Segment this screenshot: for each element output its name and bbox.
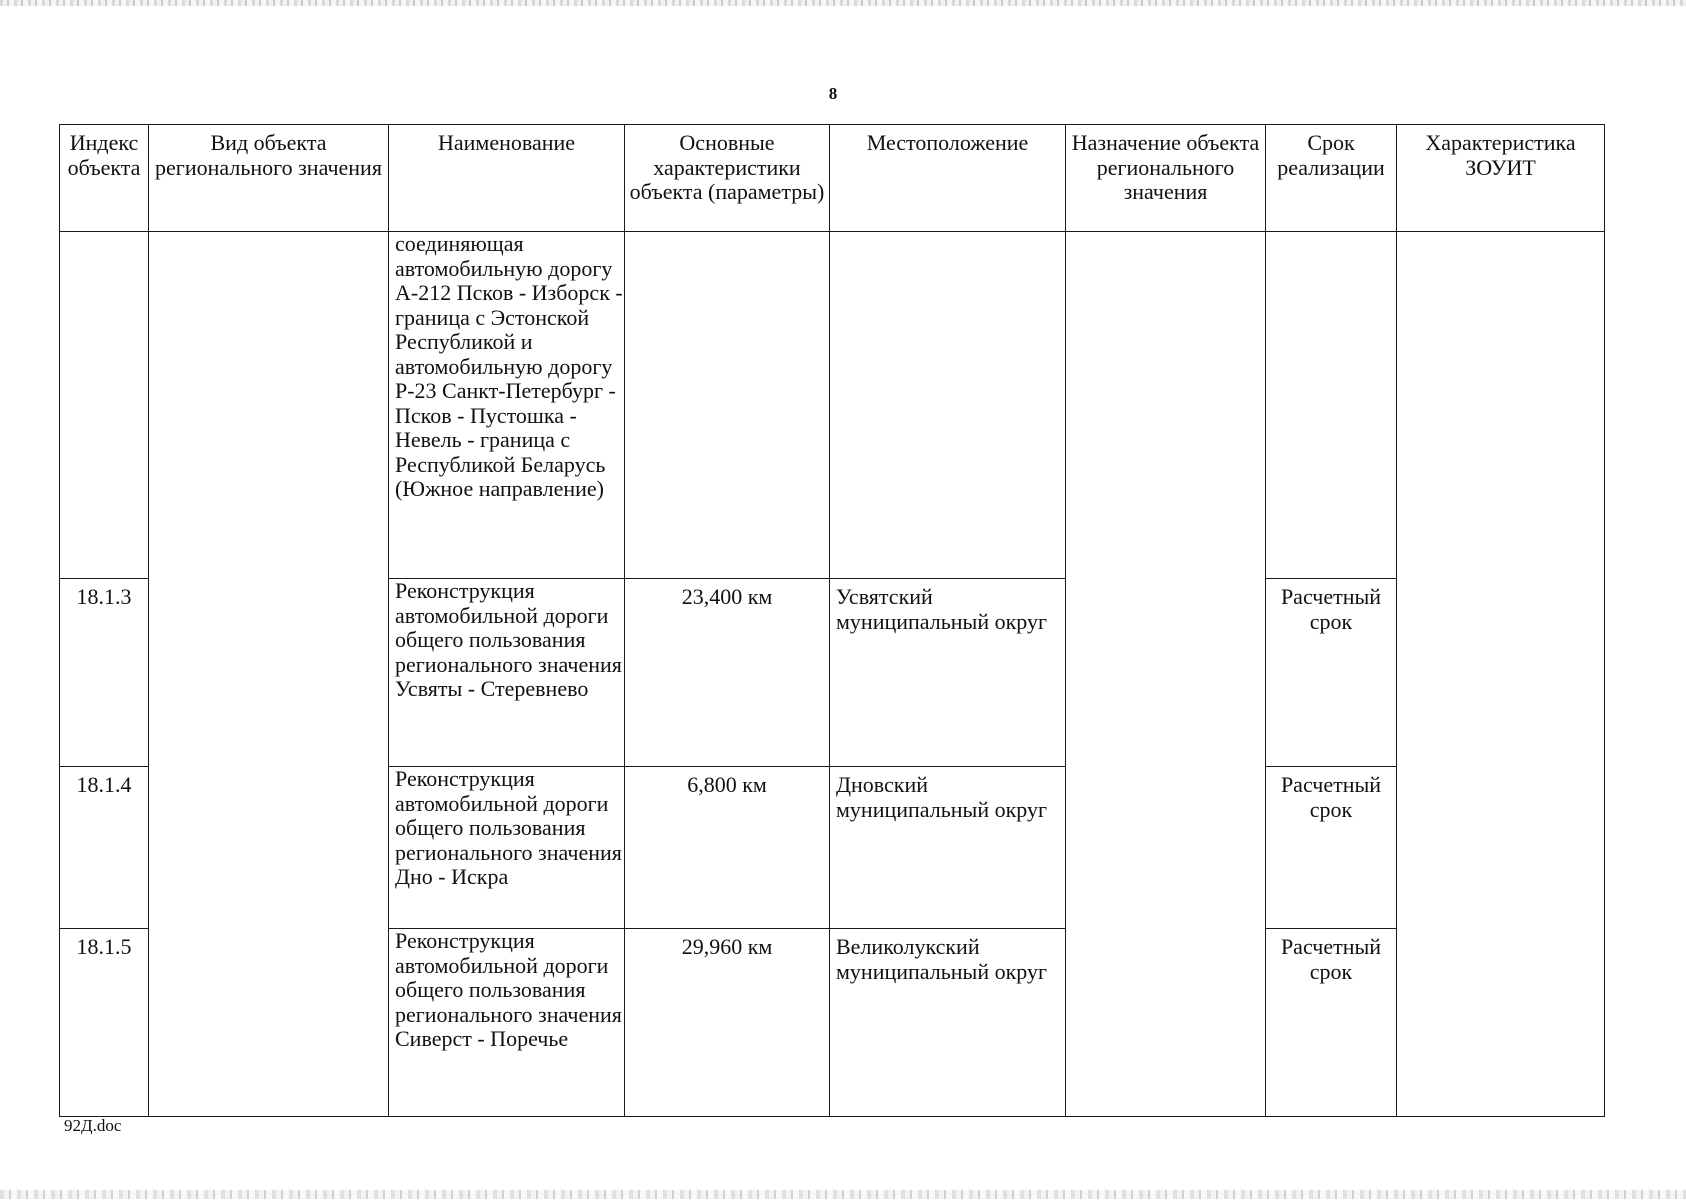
cell-term: Расчетный срок xyxy=(1266,579,1397,767)
header-zouit: Характеристика ЗОУИТ xyxy=(1397,125,1605,232)
cell-zouit-merged xyxy=(1397,232,1605,1117)
cell-name: Реконструкция автомобильной дороги общего пользования регионального значения Сиверст - Поречье xyxy=(389,929,625,1117)
table-header-row xyxy=(60,125,1605,232)
cell-location xyxy=(830,232,1066,579)
cell-term: Расчетный срок xyxy=(1266,929,1397,1117)
footer-filename: 92Д.doc xyxy=(64,1116,122,1135)
objects-table xyxy=(59,124,1605,1117)
table-row-continuation xyxy=(60,232,1605,579)
cell-name: Реконструкция автомобильной дороги общего пользования регионального значения Дно - Искра xyxy=(389,767,625,929)
header-purpose: Назначение объекта регионального значения xyxy=(1066,125,1266,232)
cell-params xyxy=(625,232,830,579)
header-object-type: Вид объекта регионального значения xyxy=(149,125,389,232)
scan-edge-top xyxy=(0,0,1686,6)
cell-index: 18.1.5 xyxy=(60,929,149,1117)
header-parameters: Основные характеристики объекта (параметры) xyxy=(625,125,830,232)
cell-index xyxy=(60,232,149,579)
page-number: 8 xyxy=(828,84,838,103)
header-term: Срок реализации xyxy=(1266,125,1397,232)
header-name: Наименование xyxy=(389,125,625,232)
cell-term: Расчетный срок xyxy=(1266,767,1397,929)
header-location: Местоположение xyxy=(830,125,1066,232)
cell-index: 18.1.4 xyxy=(60,767,149,929)
cell-name: Реконструкция автомобильной дороги общего пользования регионального значения Усвяты - Стеревнево xyxy=(389,579,625,767)
cell-name: соединяющая автомобильную дорогу А-212 Псков - Изборск - граница с Эстонской Республикой и автомобильную дорогу Р-23 Санкт-Петербург - Псков - Пустошка - Невель - граница с Республикой Беларусь (Южное направление) xyxy=(389,232,625,579)
cell-index: 18.1.3 xyxy=(60,579,149,767)
cell-params: 6,800 км xyxy=(625,767,830,929)
cell-location: Дновский муниципальный округ xyxy=(830,767,1066,929)
cell-params: 23,400 км xyxy=(625,579,830,767)
cell-purpose-merged xyxy=(1066,232,1266,1117)
header-index: Индекс объекта xyxy=(60,125,149,232)
cell-object-type-merged xyxy=(149,232,389,1117)
scan-edge-bottom xyxy=(0,1190,1686,1199)
cell-params: 29,960 км xyxy=(625,929,830,1117)
cell-term xyxy=(1266,232,1397,579)
cell-location: Великолукский муниципальный округ xyxy=(830,929,1066,1117)
cell-location: Усвятский муниципальный округ xyxy=(830,579,1066,767)
